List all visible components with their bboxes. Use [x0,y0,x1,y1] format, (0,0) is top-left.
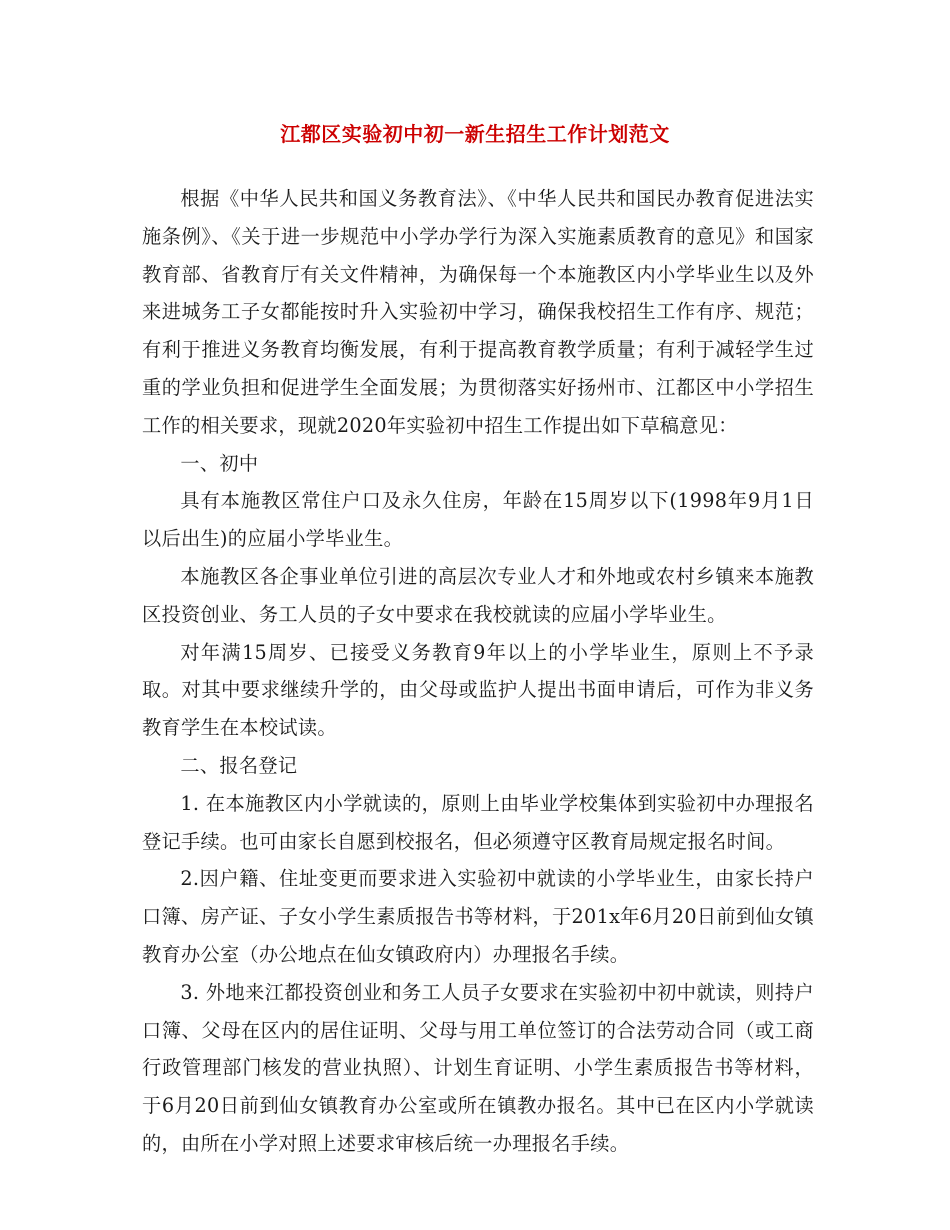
paragraph-registration-item-2: 2.因户籍、住址变更而要求进入实验初中就读的小学毕业生，由家长持户口簿、房产证、子女小学生素质报告书等材料，于201x年6月20日前到仙女镇教育办公室（办公地点在仙女镇政府内）办理报名手续。 [142,867,814,966]
paragraph-registration-item-3: 3. 外地来江都投资创业和务工人员子女要求在实验初中初中就读，则持户口簿、父母在区内的居住证明、父母与用工单位签订的合法劳动合同（或工商行政管理部门核发的营业执照）、计划生育证明、小学生素质报告书等材料，于6月20日前到仙女镇教育办公室或所在镇教办报名。其中已在区内小学就读的，由所在小学对照上述要求审核后统一办理报名手续。 [142,980,814,1155]
paragraph-eligibility-talent-children: 本施教区各企事业单位引进的高层次专业人才和外地或农村乡镇来本施教区投资创业、务工人员的子女中要求在我校就读的应届小学毕业生。 [142,564,814,626]
paragraph-registration-item-1: 1. 在本施教区内小学就读的，原则上由毕业学校集体到实验初中办理报名登记手续。也可由家长自愿到校报名，但必须遵守区教育局规定报名时间。 [142,791,814,853]
section-heading-junior-high: 一、初中 [180,451,259,475]
paragraph-age-limit: 对年满15周岁、已接受义务教育9年以上的小学毕业生，原则上不予录取。对其中要求继续升学的，由父母或监护人提出书面申请后，可作为非义务教育学生在本校试读。 [142,640,814,740]
section-heading-registration: 二、报名登记 [180,753,298,777]
document-body [142,180,814,1163]
paragraph-intro: 根据《中华人民共和国义务教育法》、《中华人民共和国民办教育促进法实施条例》、《关于进一步规范中小学办学行为深入实施素质教育的意见》和国家教育部、省教育厅有关文件精神，为确保每一个本施教区内小学毕业生以及外来进城务工子女都能按时升入实验初中学习，确保我校招生工作有序、规范；有利于推进义务教育均衡发展，有利于提高教育教学质量；有利于减轻学生过重的学业负担和促进学生全面发展；为贯彻落实好扬州市、江都区中小学招生工作的相关要求，现就2020年实验初中招生工作提出如下草稿意见： [142,187,814,437]
document-title: 江都区实验初中初一新生招生工作计划范文 [280,122,670,146]
paragraph-eligibility-residents: 具有本施教区常住户口及永久住房，年龄在15周岁以下(1998年9月1日以后出生)的应届小学毕业生。 [142,489,814,551]
